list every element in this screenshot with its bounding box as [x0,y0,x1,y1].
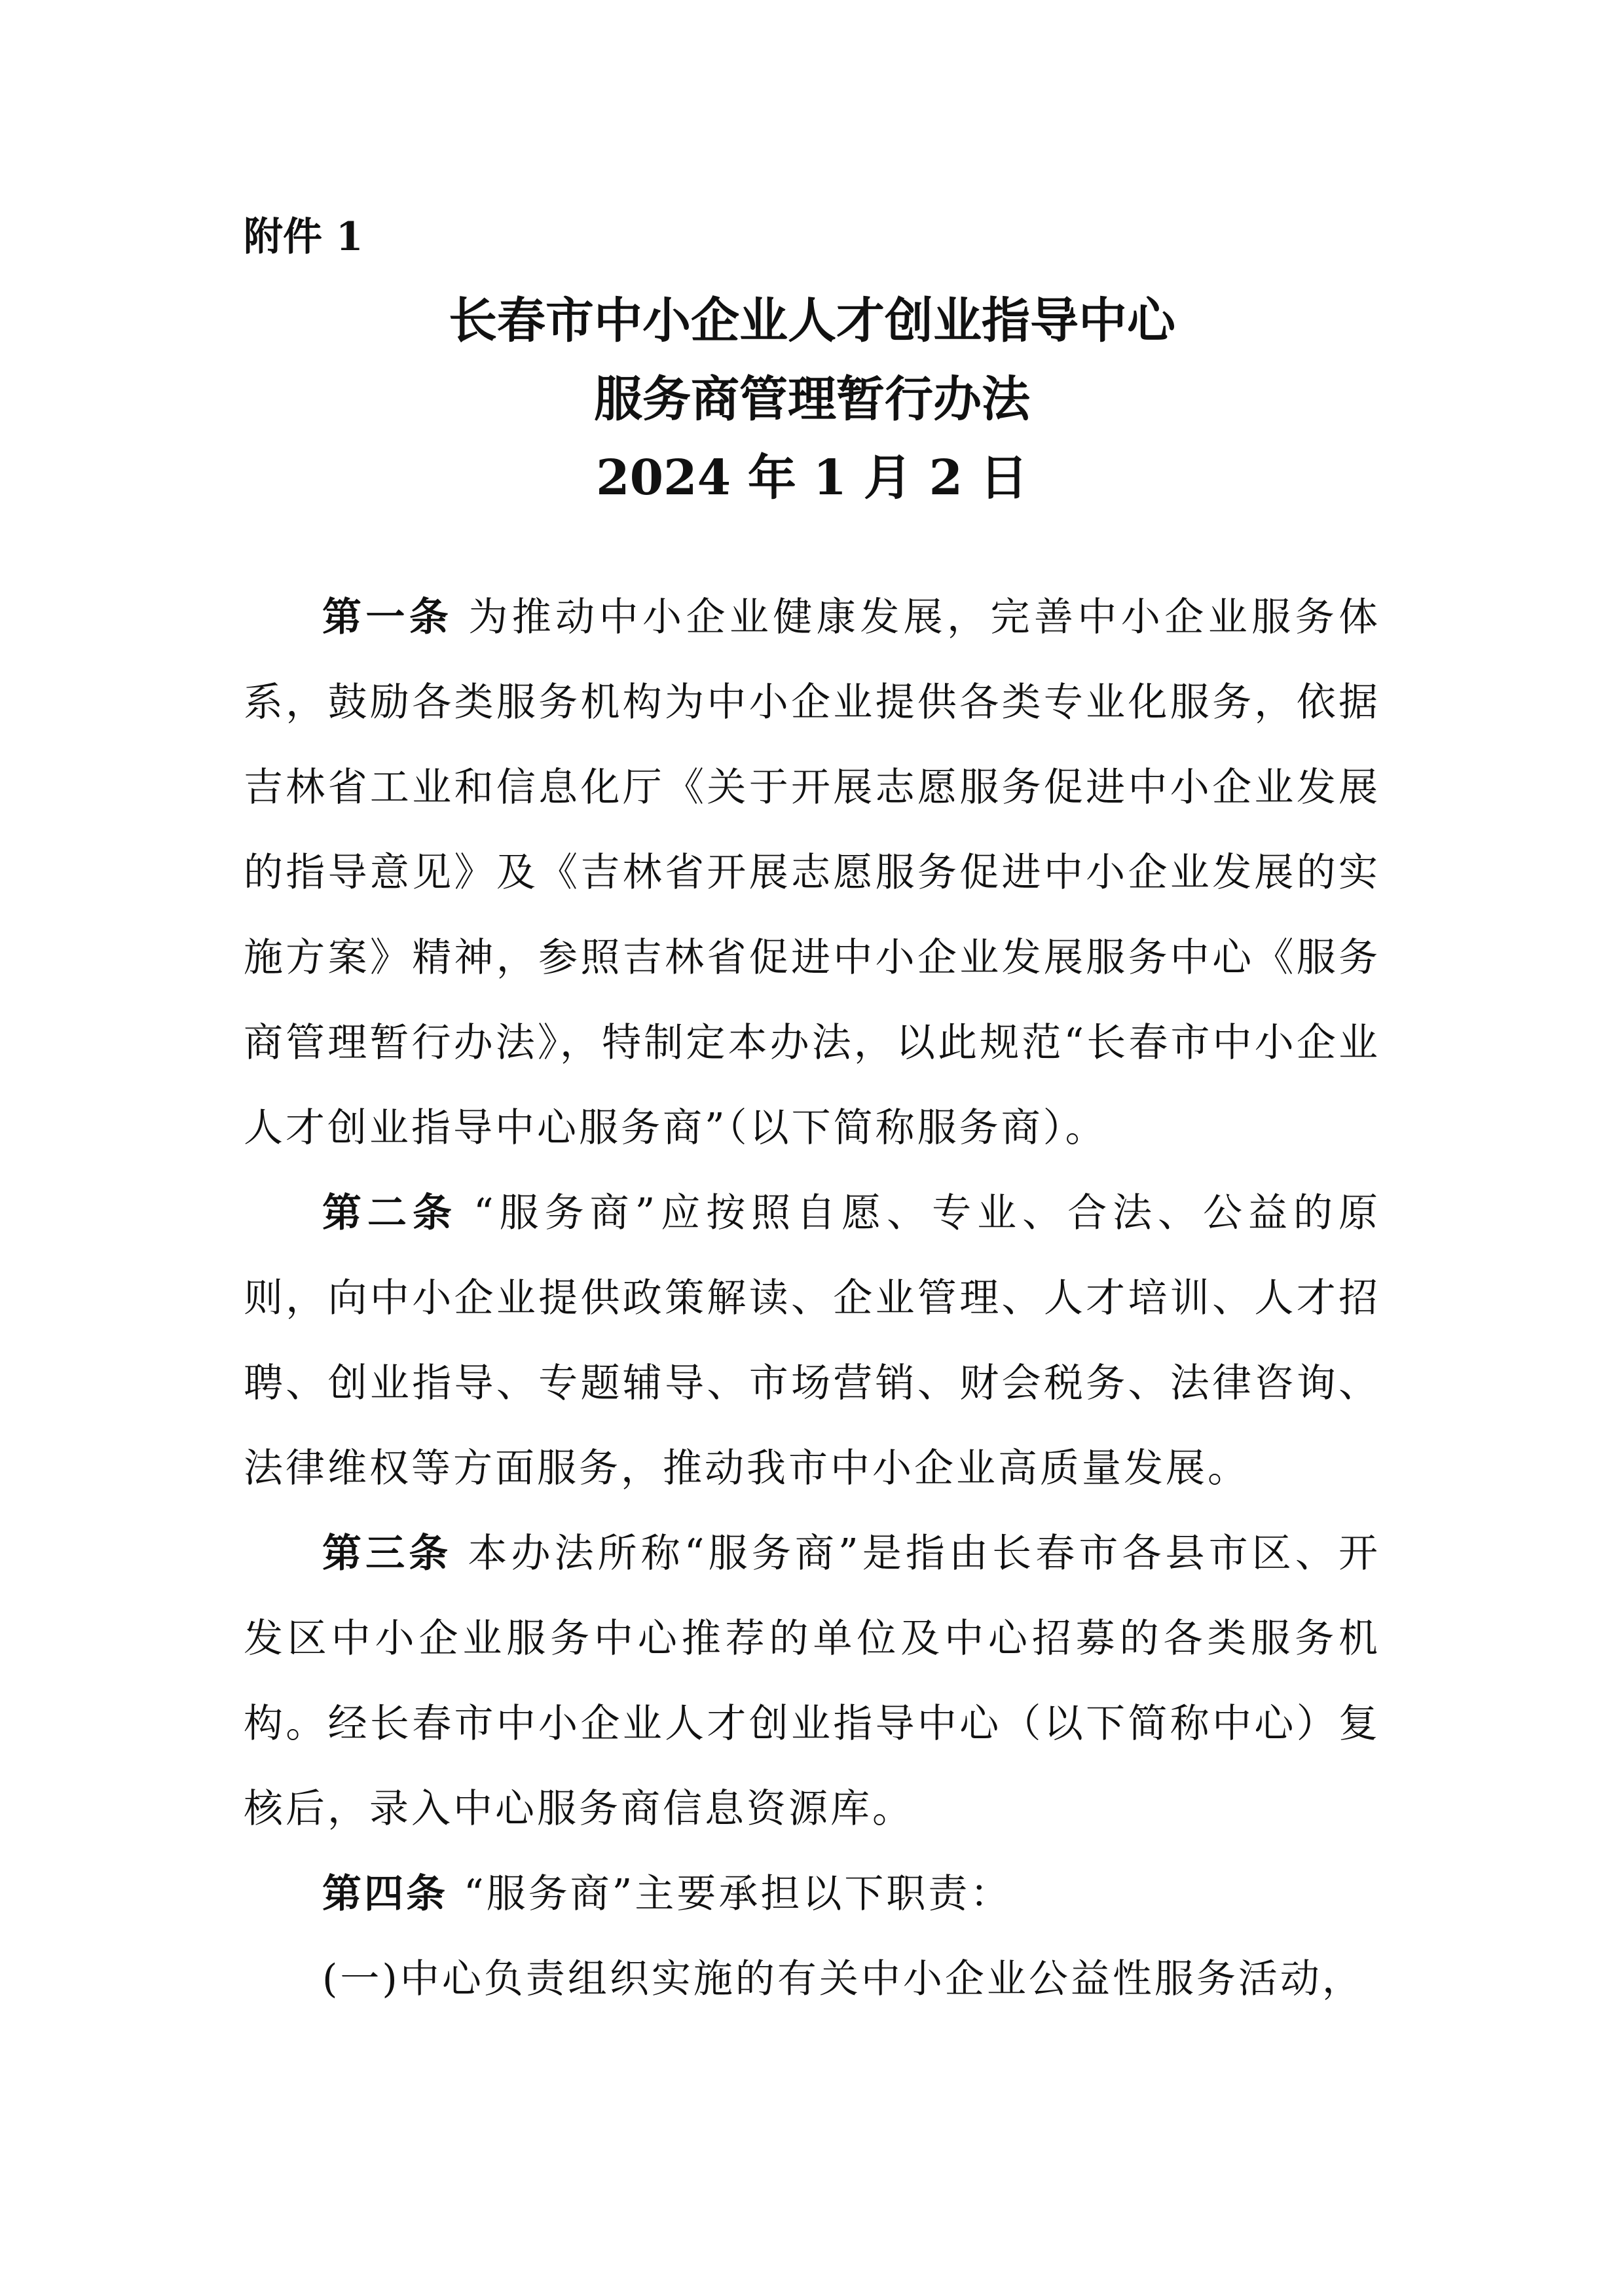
article-3 [244,1511,1380,1851]
title-line-2: 服务商管理暂行办法 [594,371,1030,428]
list-item [244,1937,1380,2022]
article-4 [244,1851,1380,1937]
attachment-label: 附件 1 [244,214,363,260]
title-line-1: 长春市中小企业人才创业指导中心 [449,293,1175,349]
document-body [244,575,1380,2022]
list-item-text: (一)中心负责组织实施的有关中小企业公益性服务活动， [322,1956,1364,2002]
article-text: “服务商”主要承担以下职责： [464,1871,1012,1917]
document-title [0,282,1624,517]
article-text: 为推动中小企业健康发展，完善中小企业服务体系，鼓励各类服务机构为中小企业提供各类专业化服务，依据吉林省工业和信息化厅《关于开展志愿服务促进中小企业发展的指导意见》及《吉林省开展志愿服务促进中小企业发展的实施方案》精神，参照吉林省促进中小企业发展服务中心《服务商管理暂行办法》，特制定本办法，以此规范“长春市中小企业人才创业指导中心服务商”（以下简称服务商）。 [244,594,1381,1151]
article-label: 第一条 [322,594,453,640]
title-date: 2024 年 1 月 2 日 [596,450,1028,506]
article-1 [244,575,1380,1171]
article-label: 第三条 [322,1531,452,1576]
article-text: “服务商”应按照自愿、专业、合法、公益的原则，向中小企业提供政策解读、企业管理、人才培训、人才招聘、创业指导、专题辅导、市场营销、财会税务、法律咨询、法律维权等方面服务，推动我市中小企业高质量发展。 [244,1190,1380,1491]
article-2 [244,1171,1380,1511]
article-label: 第二条 [322,1190,458,1236]
article-label: 第四条 [322,1871,448,1917]
article-text: 本办法所称“服务商”是指由长春市各县市区、开发区中小企业服务中心推荐的单位及中心招募的各类服务机构。经长春市中小企业人才创业指导中心（以下简称中心）复核后，录入中心服务商信息资源库。 [244,1531,1381,1832]
